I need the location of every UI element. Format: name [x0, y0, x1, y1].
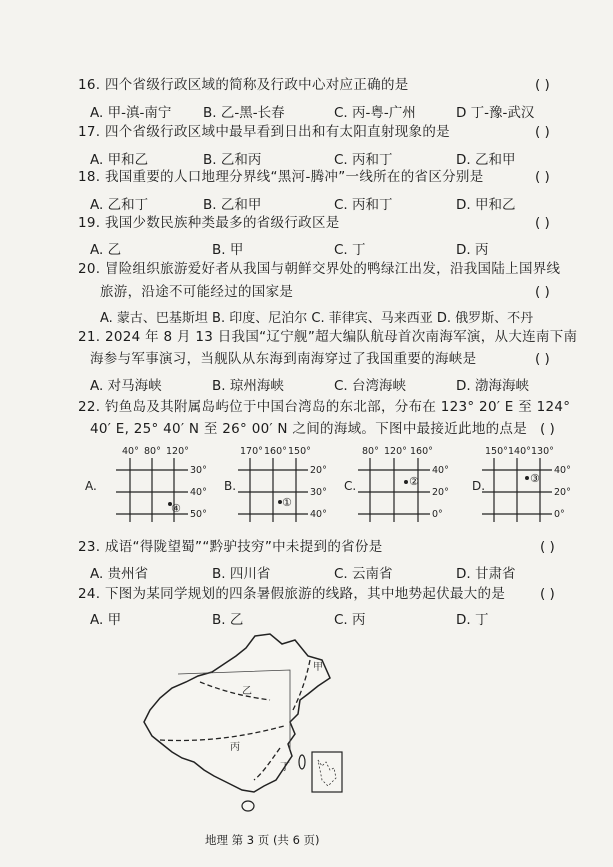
q22-stem-line2: 40′ E, 25° 40′ N 至 26° 00′ N 之间的海域。下图中最接近此地的点是 — [90, 421, 528, 437]
grid-b-top-2: 150° — [288, 446, 311, 457]
q24-option-d: D. 丁 — [456, 612, 489, 628]
grid-c-right-2: 0° — [432, 509, 443, 520]
q17-stem: 17. 四个省级行政区域中最早看到日出和有太阳直射现象的是 — [78, 124, 450, 140]
grid-b-right-1: 30° — [310, 487, 327, 498]
q19-option-d: D. 丙 — [456, 242, 489, 258]
q19-option-c: C. 丁 — [334, 242, 366, 258]
grid-b-right-2: 40° — [310, 509, 327, 520]
grid-a-right-1: 40° — [190, 487, 207, 498]
q20-answer-paren: ( ) — [535, 284, 550, 300]
q21-option-d: D. 渤海海峡 — [456, 378, 529, 394]
grid-d-right-0: 40° — [554, 465, 571, 476]
q17-option-c: C. 丙和丁 — [334, 152, 393, 168]
grid-c-top-0: 80° — [362, 446, 379, 457]
q19-stem: 19. 我国少数民族种类最多的省级行政区是 — [78, 215, 340, 231]
taiwan-island — [299, 755, 305, 769]
q16-option-d: D 丁-豫-武汉 — [456, 105, 535, 121]
q19-answer-paren: ( ) — [535, 215, 550, 231]
q23-option-a: A. 贵州省 — [90, 566, 149, 582]
china-route-map — [130, 630, 360, 820]
q17-answer-paren: ( ) — [535, 124, 550, 140]
q17-option-b: B. 乙和丙 — [203, 152, 262, 168]
q18-stem: 18. 我国重要的人口地理分界线“黑河-腾冲”一线所在的省区分别是 — [78, 169, 484, 185]
q18-option-a: A. 乙和丁 — [90, 197, 149, 213]
grid-d-top-1: 140° — [508, 446, 531, 457]
q16-option-b: B. 乙-黑-长春 — [203, 105, 285, 121]
q23-answer-paren: ( ) — [540, 539, 555, 555]
q16-stem: 16. 四个省级行政区域的简称及行政中心对应正确的是 — [78, 77, 409, 93]
q23-stem: 23. 成语“得陇望蜀”“黔驴技穷”中未提到的省份是 — [78, 539, 383, 555]
grid-a-letter: A. — [85, 479, 97, 493]
q17-option-a: A. 甲和乙 — [90, 152, 149, 168]
grid-c-point: ② — [409, 475, 419, 488]
route-label-jia: 甲 — [313, 662, 323, 673]
grid-d-letter: D. — [472, 479, 486, 493]
grid-b-top-0: 170° — [240, 446, 263, 457]
grid-d-point: ③ — [530, 472, 540, 485]
grid-b-right-0: 20° — [310, 465, 327, 476]
q23-option-b: B. 四川省 — [212, 566, 271, 582]
q16-option-c: C. 丙-粤-广州 — [334, 105, 416, 121]
q22-grid-c — [344, 446, 449, 522]
grid-d-right-2: 0° — [554, 509, 565, 520]
q18-answer-paren: ( ) — [535, 169, 550, 185]
grid-d-top-0: 150° — [485, 446, 508, 457]
grid-b-letter: B. — [224, 479, 237, 493]
route-label-bing: 丙 — [230, 742, 240, 753]
q16-answer-paren: ( ) — [535, 77, 550, 93]
q19-option-b: B. 甲 — [212, 242, 244, 258]
q24-option-a: A. 甲 — [90, 612, 122, 628]
q24-option-b: B. 乙 — [212, 612, 244, 628]
grid-d-right-1: 20° — [554, 487, 571, 498]
q24-option-c: C. 丙 — [334, 612, 366, 628]
q21-option-c: C. 台湾海峡 — [334, 378, 407, 394]
grid-a-top-0: 40° — [122, 446, 139, 457]
q21-answer-paren: ( ) — [535, 351, 550, 367]
q20-options: A. 蒙古、巴基斯坦 B. 印度、尼泊尔 C. 菲律宾、马来西亚 D. 俄罗斯、不丹 — [100, 311, 534, 326]
grid-c-top-1: 120° — [384, 446, 407, 457]
q22-coordinate-grids — [80, 440, 580, 530]
grid-c-right-0: 40° — [432, 465, 449, 476]
q22-stem-line1: 22. 钓鱼岛及其附属岛屿位于中国台湾岛的东北部，分布在 123° 20′ E 至 124° — [78, 399, 571, 415]
q18-option-c: C. 丙和丁 — [334, 197, 393, 213]
q18-option-b: B. 乙和甲 — [203, 197, 262, 213]
route-label-yi: 乙 — [242, 686, 252, 697]
q24-stem: 24. 下图为某同学规划的四条暑假旅游的线路，其中地势起伏最大的是 — [78, 586, 506, 602]
grid-a-right-0: 30° — [190, 465, 207, 476]
q23-option-c: C. 云南省 — [334, 566, 393, 582]
q17-option-d: D. 乙和甲 — [456, 152, 516, 168]
grid-b-top-1: 160° — [264, 446, 287, 457]
q19-option-a: A. 乙 — [90, 242, 122, 258]
q21-stem-line2: 海参与军事演习，当舰队从东海到南海穿过了我国重要的海峡是 — [90, 351, 477, 367]
q21-stem-line1: 21. 2024 年 8 月 13 日我国“辽宁舰”超大编队航母首次南海军演，从大连南下南 — [78, 329, 578, 345]
q16-option-a: A. 甲-滇-南宁 — [90, 105, 172, 121]
q24-answer-paren: ( ) — [540, 586, 555, 602]
q20-stem-line1: 20. 冒险组织旅游爱好者从我国与朝鲜交界处的鸭绿江出发，沿我国陆上国界线 — [78, 261, 561, 277]
page-footer: 地理 第 3 页 (共 6 页) — [205, 833, 320, 847]
grid-a-right-2: 50° — [190, 509, 207, 520]
grid-b-point: ① — [282, 496, 292, 509]
grid-a-top-2: 120° — [166, 446, 189, 457]
grid-c-letter: C. — [344, 479, 357, 493]
q22-grid-b — [224, 446, 327, 522]
q18-option-d: D. 甲和乙 — [456, 197, 516, 213]
q22-answer-paren: ( ) — [540, 421, 555, 437]
grid-c-top-2: 160° — [410, 446, 433, 457]
grid-d-top-2: 130° — [531, 446, 554, 457]
q22-grid-a — [85, 446, 207, 522]
grid-c-right-1: 20° — [432, 487, 449, 498]
grid-a-top-1: 80° — [144, 446, 161, 457]
route-label-ding: 丁 — [280, 762, 290, 773]
q21-option-b: B. 琼州海峡 — [212, 378, 284, 394]
hainan-island — [242, 801, 254, 811]
south-china-sea-inset — [312, 752, 342, 792]
q23-option-d: D. 甘肃省 — [456, 566, 516, 582]
q21-option-a: A. 对马海峡 — [90, 378, 162, 394]
grid-a-point: ④ — [171, 502, 181, 515]
q22-grid-d — [472, 446, 571, 522]
q20-stem-line2: 旅游，沿途不可能经过的国家是 — [100, 284, 294, 300]
